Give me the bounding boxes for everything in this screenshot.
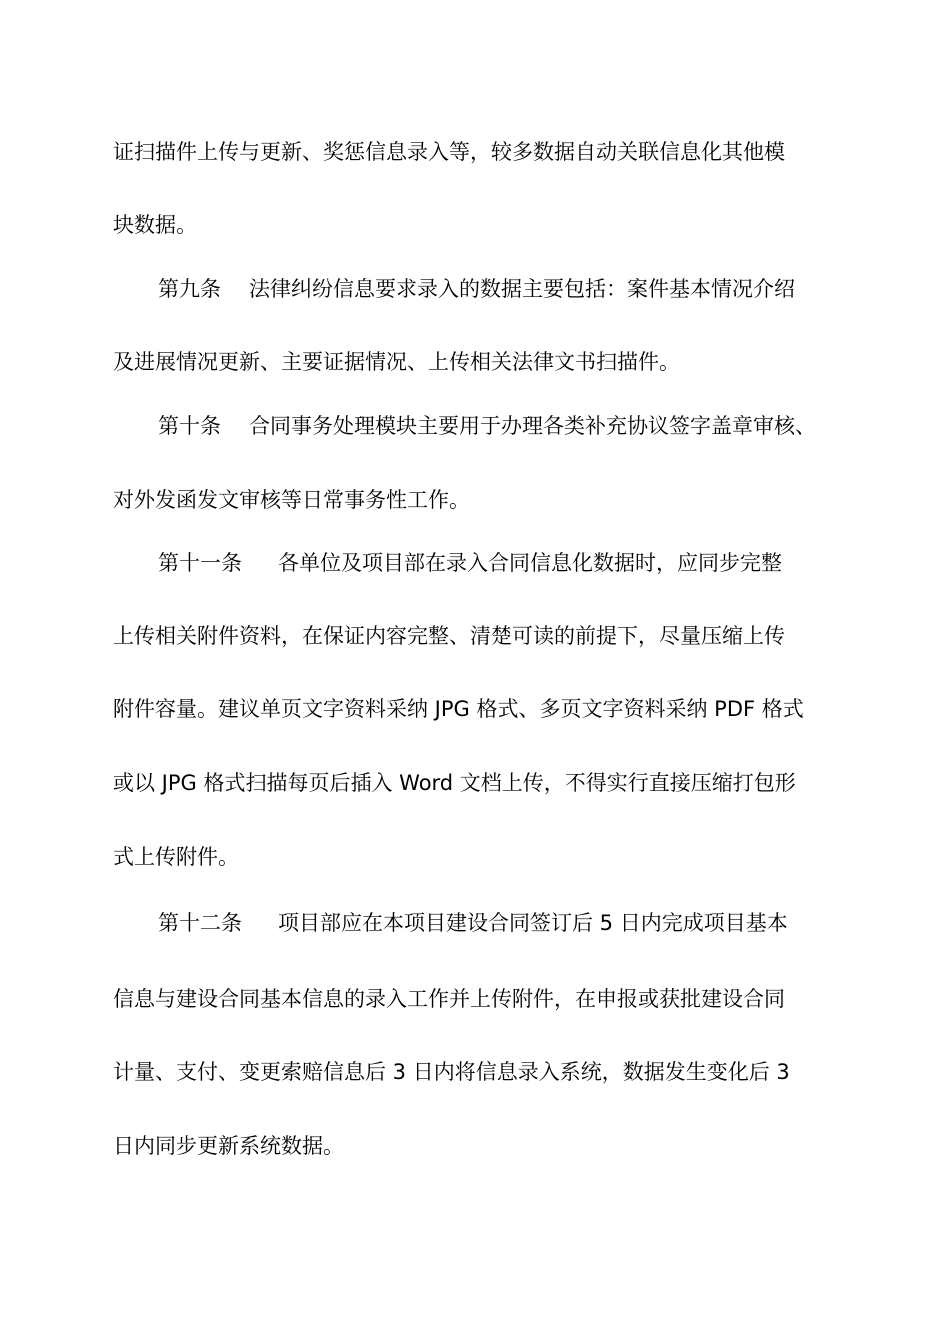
text-line: 信息与建设合同基本信息的录入工作并上传附件，在申报或获批建设合同 [113,987,785,1011]
article-text: 各单位及项目部在录入合同信息化数据时，应同步完整 [278,551,782,575]
text-line: 附件容量。建议单页文字资料采纳 JPG 格式、多页文字资料采纳 PDF 格式 [113,697,804,721]
article-9-heading [158,272,888,306]
article-number: 第十二条 [158,911,242,935]
article-text: 项目部应在本项目建设合同签订后 5 日内完成项目基本 [278,911,788,935]
text-line: 对外发函发文审核等日常事务性工作。 [113,488,470,512]
text-line: 块数据。 [113,213,197,237]
text-line: 上传相关附件资料，在保证内容完整、清楚可读的前提下，尽量压缩上传 [113,624,785,648]
text-line: 及进展情况更新、主要证据情况、上传相关法律文书扫描件。 [113,350,680,374]
article-10-heading [158,409,888,443]
text-line: 计量、支付、变更索赔信息后 3 日内将信息录入系统，数据发生变化后 3 [113,1060,790,1084]
article-text: 合同事务处理模块主要用于办理各类补充协议签字盖章审核、 [249,414,816,438]
article-number: 第十一条 [158,551,242,575]
text-line: 式上传附件。 [113,845,239,869]
article-11-heading [158,546,888,580]
article-number: 第九条 [158,277,221,301]
article-number: 第十条 [158,414,221,438]
text-line: 证扫描件上传与更新、奖惩信息录入等，较多数据自动关联信息化其他模 [113,140,785,164]
text-line: 日内同步更新系统数据。 [113,1134,344,1158]
text-line: 或以 JPG 格式扫描每页后插入 Word 文档上传，不得实行直接压缩打包形 [113,771,796,795]
article-12-heading [158,906,888,940]
article-text: 法律纠纷信息要求录入的数据主要包括：案件基本情况介绍 [249,277,795,301]
